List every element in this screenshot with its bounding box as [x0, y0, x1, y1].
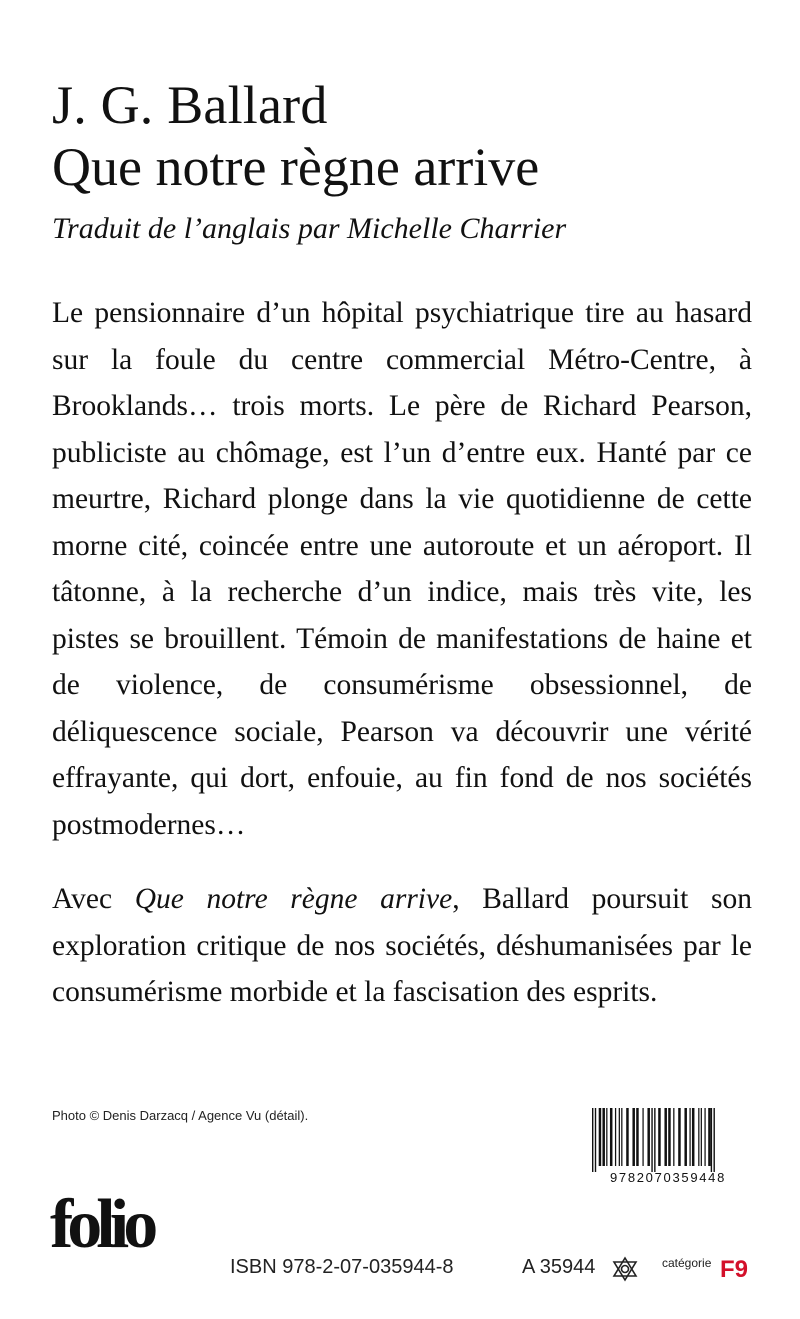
barcode-bar: [632, 1108, 635, 1166]
barcode-guard-bar: [595, 1108, 596, 1172]
book-summary: [52, 290, 752, 1016]
barcode-bar: [673, 1108, 674, 1166]
photo-credit: Photo © Denis Darzacq / Agence Vu (détail).: [52, 1108, 309, 1123]
author-name: J. G. Ballard: [52, 75, 328, 135]
book-title: Que notre règne arrive: [52, 137, 540, 197]
folio-star-emblem-icon: [612, 1256, 638, 1287]
barcode-bar: [664, 1108, 667, 1166]
barcode-bar: [708, 1108, 711, 1166]
barcode-guard-bar: [651, 1108, 652, 1172]
isbn-text: ISBN 978-2-07-035944-8: [230, 1256, 454, 1278]
barcode-bar: [619, 1108, 620, 1166]
barcode-bar: [684, 1108, 687, 1166]
a-code-text: A 35944: [522, 1256, 596, 1278]
barcode-bar: [658, 1108, 661, 1166]
barcode-guard-bar: [592, 1108, 593, 1172]
barcode-bar: [599, 1108, 602, 1166]
translator-credit: Traduit de l’anglais par Michelle Charrier: [52, 212, 567, 245]
barcode-bar: [636, 1108, 639, 1166]
barcode-guard-bar: [714, 1108, 715, 1172]
summary-paragraph-1: Le pensionnaire d’un hôpital psychiatrique tire au hasard sur la foule du centre commercial Métro-Centre, à Brooklands… trois morts. Le père de Richard Pearson, publiciste au chômage, est l’un d’entre eux. Hanté par ce meurtre, Richard plonge dans la vie quotidienne de cette morne cité, coincée entre une autoroute et un aéroport. Il tâtonne, à la recherche d’un indice, mais très vite, les pistes se brouillent. Témoin de manifestations de haine et de violence, de consumérisme obsessionnel, de déliquescence sociale, Pearson va découvrir une vérité effrayante, qui dort, enfouie, au fin fond de nos sociétés postmodernes…: [52, 297, 752, 841]
barcode-bar: [606, 1108, 607, 1166]
summary-p2-end: , Ballard poursuit son exploration critique de nos sociétés, déshumanisées par le consumérisme morbide et la fascisation des esprits.: [52, 883, 752, 1008]
folio-logo: folio: [50, 1186, 153, 1263]
barcode-bar: [647, 1108, 650, 1166]
barcode-guard-bar: [654, 1108, 655, 1172]
barcode-bar: [692, 1108, 695, 1166]
barcode-guard-bar: [711, 1108, 712, 1172]
summary-paragraph-2: [52, 876, 752, 1016]
category-label: catégorie: [662, 1256, 712, 1270]
barcode-bar: [642, 1108, 643, 1166]
barcode-bar: [602, 1108, 605, 1166]
summary-p2-italic-title: Que notre règne arrive: [134, 883, 453, 915]
barcode-bars: [588, 1108, 748, 1172]
barcode-number: 9782070359448: [609, 1170, 727, 1185]
barcode-bar: [615, 1108, 616, 1166]
summary-p2-start: Avec: [52, 883, 135, 915]
category-code: F9: [720, 1256, 749, 1283]
barcode: [588, 1108, 748, 1190]
barcode-bar: [704, 1108, 705, 1166]
barcode-bar: [689, 1108, 690, 1166]
barcode-bar: [701, 1108, 702, 1166]
barcode-bar: [698, 1108, 699, 1166]
bottom-info-line: [230, 1256, 750, 1286]
barcode-bar: [621, 1108, 622, 1166]
barcode-bar: [678, 1108, 681, 1166]
barcode-bar: [610, 1108, 613, 1166]
barcode-bar: [668, 1108, 671, 1166]
barcode-bar: [626, 1108, 629, 1166]
